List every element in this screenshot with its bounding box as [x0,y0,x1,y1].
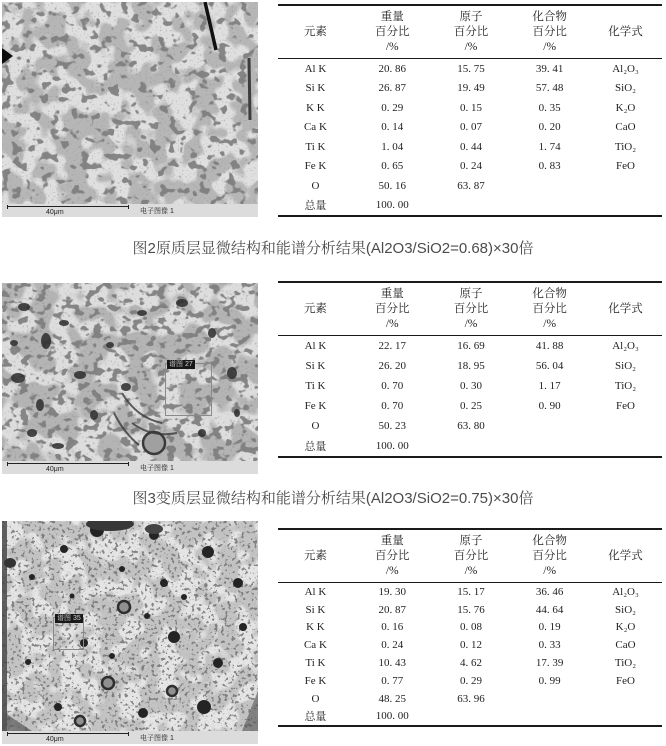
cell-compound-pct: 36. 46 [535,585,564,598]
table-header [278,282,662,336]
cell-weight-pct: 50. 16 [378,179,406,192]
figure-caption-fig2: 图2原质层显微结构和能谱分析结果(Al2O3/SiO2=0.68)×30倍 [132,240,534,257]
cell-compound-pct: 0. 35 [538,101,561,114]
cell-weight-pct: 50. 23 [378,420,406,432]
cell-formula: CaO [615,121,636,134]
cell-formula [589,196,662,217]
image-type-label: 电子图像 1 [140,465,174,472]
cell-formula [589,708,662,727]
sem-image-1 [2,2,258,204]
cell-atomic-pct [432,196,511,217]
cell-atomic-pct: 16. 69 [457,340,485,352]
cell-weight-pct: 0. 29 [381,101,404,114]
scale-bar [7,462,129,466]
table-row [278,157,662,177]
cell-atomic-pct [432,436,511,457]
cell-atomic-pct: 0. 08 [459,621,482,634]
figure-statusbar [2,461,258,474]
eds-table-1 [278,4,662,217]
cell-formula: K₂O [615,621,636,634]
sem-image-3 [2,521,258,731]
col-formula: 化学式 [589,282,662,336]
cell-element: Si K [305,82,326,95]
cell-formula: Al₂O₃ [612,62,639,75]
col-atomic-pct: 原子 百分比 /% [432,5,511,59]
cell-formula: SiO₂ [615,603,636,616]
cell-formula: FeO [616,674,635,687]
cell-atomic-pct: 0. 24 [459,160,482,173]
col-weight-pct: 重量 百分比 /% [353,282,432,336]
cell-element: O [311,420,320,432]
cell-compound-pct: 1. 17 [538,380,561,392]
sem-image-2 [2,283,258,461]
table-row [278,654,662,672]
table-row [278,583,662,601]
cell-compound-pct: 44. 64 [535,603,564,616]
cell-weight-pct: 10. 43 [378,657,406,670]
col-atomic-pct: 原子 百分比 /% [432,529,511,583]
cell-element: Fe K [304,674,327,687]
col-atomic-pct: 原子 百分比 /% [432,282,511,336]
table-row [278,396,662,416]
cell-element: Al K [304,585,327,598]
col-weight-pct: 重量 百分比 /% [353,529,432,583]
table-row [278,118,662,138]
table-row [278,672,662,690]
table-body [278,583,662,727]
cell-formula [589,176,662,196]
table-body [278,336,662,458]
cell-atomic-pct: 15. 75 [457,62,485,75]
cell-element: Fe K [304,160,327,173]
cell-weight-pct: 100. 00 [375,440,409,452]
cell-atomic-pct: 63. 96 [457,692,485,705]
cell-compound-pct: 0. 20 [538,121,561,134]
cell-formula: Al₂O₃ [612,585,639,598]
table-row [278,601,662,619]
scale-bar [7,732,129,736]
col-element: 元素 [278,282,353,336]
cell-weight-pct: 0. 14 [381,121,404,134]
cell-formula [589,416,662,436]
cell-formula: Al₂O₃ [612,340,639,352]
cell-compound-pct: 41. 88 [535,340,564,352]
figure-caption-fig3: 图3变质层显微结构和能谱分析结果(Al2O3/SiO2=0.75)×30倍 [132,490,534,507]
col-compound-pct: 化合物 百分比 /% [510,282,589,336]
cell-atomic-pct: 0. 07 [459,121,482,134]
cell-atomic-pct: 63. 87 [457,179,485,192]
sem-micrograph-2 [2,283,258,474]
cell-element: Ti K [305,657,326,670]
scale-bar [7,205,129,209]
cell-element: O [311,179,320,192]
cell-weight-pct: 19. 30 [378,585,406,598]
cell-atomic-pct [432,708,511,727]
cell-compound-pct [510,196,589,217]
eds-table-3 [278,528,662,727]
figure-statusbar [2,731,258,744]
col-compound-pct: 化合物 百分比 /% [510,5,589,59]
cell-element: 总量 [304,441,327,453]
cell-weight-pct: 20. 87 [378,603,406,616]
cell-compound-pct: 0. 33 [538,639,561,652]
cell-atomic-pct: 19. 49 [457,82,485,95]
col-element: 元素 [278,529,353,583]
table-row [278,79,662,99]
table-row [278,619,662,637]
cell-weight-pct: 0. 70 [381,400,404,412]
cell-atomic-pct: 0. 29 [459,674,482,687]
cell-element: Al K [304,340,327,352]
cell-weight-pct: 0. 65 [381,160,404,173]
spectrum-marker [165,363,212,416]
cell-formula: FeO [616,400,635,412]
cell-atomic-pct: 0. 25 [459,400,482,412]
cell-element: Si K [305,603,326,616]
cell-element: O [311,692,320,705]
figure-statusbar [2,204,258,217]
table-row [278,196,662,217]
cell-element: K K [306,621,325,634]
table-row [278,708,662,727]
table-row [278,690,662,708]
cell-element: Al K [304,62,327,75]
cell-atomic-pct: 4. 62 [459,657,482,670]
cell-compound-pct: 56. 04 [535,360,564,372]
cell-formula: SiO₂ [615,82,636,95]
cell-weight-pct: 48. 25 [378,692,406,705]
cell-element: 总量 [304,200,327,213]
cell-weight-pct: 26. 87 [378,82,406,95]
image-type-label: 电子图像 1 [140,208,174,215]
table-header [278,529,662,583]
table-row [278,356,662,376]
cell-atomic-pct: 0. 44 [459,140,482,153]
sem-micrograph-3 [2,521,258,744]
col-formula: 化学式 [589,5,662,59]
eds-table-2 [278,281,662,458]
cell-element: Fe K [304,400,327,412]
cell-compound-pct: 1. 74 [538,140,561,153]
cell-compound-pct: 0. 19 [538,621,561,634]
cell-weight-pct: 0. 24 [381,639,404,652]
cell-compound-pct [510,176,589,196]
col-weight-pct: 重量 百分比 /% [353,5,432,59]
cell-atomic-pct: 0. 12 [459,639,482,652]
spectrum-marker [53,617,84,650]
cell-formula: K₂O [615,101,636,114]
cell-weight-pct: 0. 16 [381,621,404,634]
cell-compound-pct: 0. 83 [538,160,561,173]
col-formula: 化学式 [589,529,662,583]
col-element: 元素 [278,5,353,59]
cell-atomic-pct: 0. 15 [459,101,482,114]
image-type-label: 电子图像 1 [140,735,174,742]
sem-micrograph-1 [2,2,258,217]
table-row [278,98,662,118]
cell-formula [589,690,662,708]
cell-compound-pct [510,708,589,727]
cell-formula: SiO₂ [615,360,636,372]
cell-compound-pct: 57. 48 [535,82,564,95]
scale-label: 40μm [46,736,64,743]
cell-formula: TiO₂ [614,657,637,670]
table-header [278,5,662,59]
cell-compound-pct: 0. 99 [538,674,561,687]
table-row [278,376,662,396]
cell-weight-pct: 1. 04 [381,140,404,153]
cell-formula: FeO [616,160,635,173]
cell-weight-pct: 0. 70 [381,380,404,392]
table-row [278,336,662,357]
cell-formula [589,436,662,457]
table-body [278,59,662,217]
table-row [278,59,662,79]
cell-weight-pct: 22. 17 [378,340,406,352]
cell-compound-pct: 17. 39 [535,657,564,670]
cell-element: Ca K [303,639,327,652]
cell-atomic-pct: 18. 95 [457,360,485,372]
cell-element: Ca K [303,121,327,134]
cell-atomic-pct: 15. 76 [457,603,485,616]
table-row [278,176,662,196]
cell-element: 总量 [304,711,327,724]
cell-element: K K [306,101,325,114]
cell-compound-pct [510,416,589,436]
table-row [278,436,662,457]
table-row [278,416,662,436]
cell-formula: TiO₂ [614,140,637,153]
cell-formula: CaO [615,639,636,652]
cell-atomic-pct: 63. 80 [457,420,485,432]
cell-atomic-pct: 15. 17 [457,585,485,598]
cell-compound-pct: 0. 90 [538,400,561,412]
cell-element: Ti K [305,140,326,153]
col-compound-pct: 化合物 百分比 /% [510,529,589,583]
cell-weight-pct: 100. 00 [375,710,409,723]
spectrum-marker-label: 谱图 27 [169,361,193,368]
cell-compound-pct: 39. 41 [535,62,564,75]
cell-compound-pct [510,436,589,457]
table-row [278,636,662,654]
spectrum-marker-label: 谱图 35 [57,615,81,622]
cell-weight-pct: 0. 77 [381,674,404,687]
cell-compound-pct [510,690,589,708]
table-row [278,137,662,157]
cell-element: Si K [305,360,326,372]
cell-formula: TiO₂ [614,380,637,392]
cell-weight-pct: 20. 86 [378,62,406,75]
cell-atomic-pct: 0. 30 [459,380,482,392]
scale-label: 40μm [46,209,64,216]
scale-label: 40μm [46,466,64,473]
cell-weight-pct: 100. 00 [375,199,409,212]
cell-element: Ti K [305,380,326,392]
cell-weight-pct: 26. 20 [378,360,406,372]
